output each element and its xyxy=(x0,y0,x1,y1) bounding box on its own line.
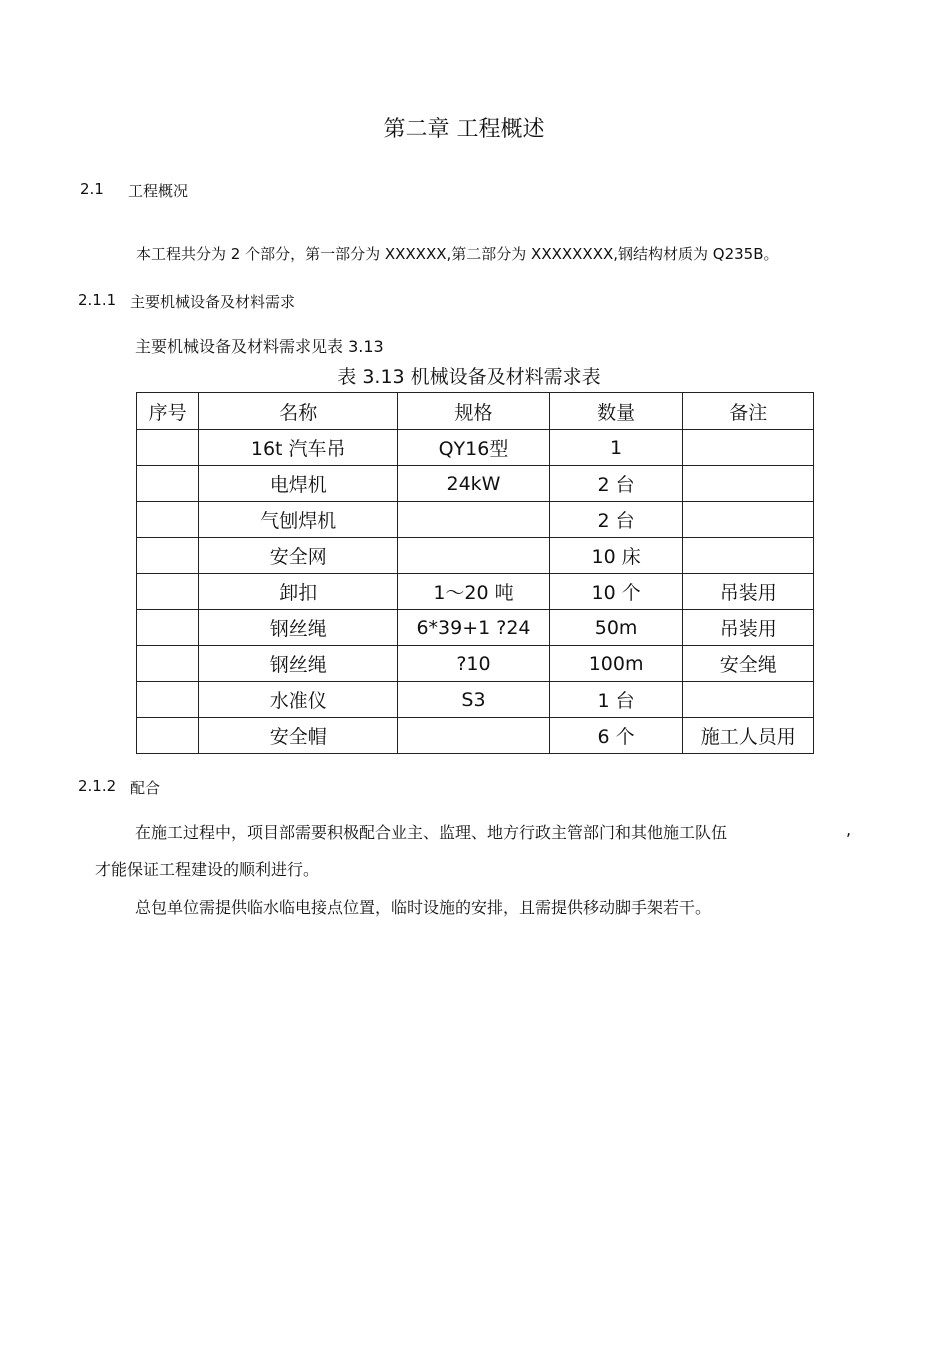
table-cell: QY16型 xyxy=(398,430,550,466)
table-cell: 电焊机 xyxy=(199,466,398,502)
table-cell xyxy=(137,610,199,646)
cooperation-paragraph-line1: 在施工过程中，项目部需要积极配合业主、监理、地方行政主管部门和其他施工队伍 xyxy=(135,823,728,842)
table-cell xyxy=(137,574,199,610)
table-cell xyxy=(398,502,550,538)
section-2-1-number: 2.1 xyxy=(80,180,104,198)
table-cell: 卸扣 xyxy=(199,574,398,610)
section-2-1-1-number: 2.1.1 xyxy=(78,291,117,309)
header-cell: 备注 xyxy=(683,393,814,430)
table-cell xyxy=(398,718,550,754)
header-cell: 序号 xyxy=(137,393,199,430)
table-row xyxy=(137,538,814,574)
table-cell xyxy=(137,466,199,502)
table-cell: 10 个 xyxy=(549,574,683,610)
table-cell: 6 个 xyxy=(549,718,683,754)
table-reference-text: 主要机械设备及材料需求见表 3.13 xyxy=(135,337,384,356)
table-cell: 安全帽 xyxy=(199,718,398,754)
table-cell: 16t 汽车吊 xyxy=(199,430,398,466)
table-cell: 2 台 xyxy=(549,466,683,502)
table-cell: 2 台 xyxy=(549,502,683,538)
header-cell: 名称 xyxy=(199,393,398,430)
table-cell: 1～20 吨 xyxy=(398,574,550,610)
cooperation-paragraph-comma: , xyxy=(846,820,852,839)
table-cell xyxy=(137,430,199,466)
table-cell xyxy=(137,646,199,682)
table-cell xyxy=(683,466,814,502)
table-cell: 10 床 xyxy=(549,538,683,574)
overview-paragraph: 本工程共分为 2 个部分，第一部分为 XXXXXX,第二部分为 XXXXXXXX,钢结构材质为 Q235B。 xyxy=(136,245,779,263)
table-cell: 50m xyxy=(549,610,683,646)
table-cell xyxy=(683,502,814,538)
table-row xyxy=(137,574,814,610)
equipment-table xyxy=(136,392,814,754)
table-cell: 100m xyxy=(549,646,683,682)
section-2-1-title: 工程概况 xyxy=(128,182,189,200)
header-cell: 数量 xyxy=(549,393,683,430)
contractor-paragraph: 总包单位需提供临水临电接点位置，临时设施的安排，且需提供移动脚手架若干。 xyxy=(135,898,712,917)
table-cell: 24kW xyxy=(398,466,550,502)
table-cell: 6*39+1 ?24 xyxy=(398,610,550,646)
table-cell: 安全网 xyxy=(199,538,398,574)
table-cell: ?10 xyxy=(398,646,550,682)
table-cell xyxy=(398,538,550,574)
table-row xyxy=(137,718,814,754)
table-row xyxy=(137,502,814,538)
table-caption: 表 3.13 机械设备及材料需求表 xyxy=(337,366,601,388)
table-cell: 1 台 xyxy=(549,682,683,718)
table-cell: 钢丝绳 xyxy=(199,646,398,682)
table-row xyxy=(137,682,814,718)
table-cell xyxy=(683,682,814,718)
table-cell: 钢丝绳 xyxy=(199,610,398,646)
section-2-1-1-title: 主要机械设备及材料需求 xyxy=(130,293,296,311)
header-cell: 规格 xyxy=(398,393,550,430)
table-header-row xyxy=(137,393,814,430)
section-2-1-2-title: 配合 xyxy=(130,779,161,797)
table-cell xyxy=(137,718,199,754)
table-cell: S3 xyxy=(398,682,550,718)
section-2-1-2-number: 2.1.2 xyxy=(78,777,117,795)
table-cell: 施工人员用 xyxy=(683,718,814,754)
table-cell: 吊装用 xyxy=(683,574,814,610)
table-cell xyxy=(137,682,199,718)
table-cell: 安全绳 xyxy=(683,646,814,682)
table-cell: 1 xyxy=(549,430,683,466)
table-cell: 气刨焊机 xyxy=(199,502,398,538)
table-row xyxy=(137,430,814,466)
cooperation-paragraph-line2: 才能保证工程建设的顺利进行。 xyxy=(95,860,320,879)
table-cell: 吊装用 xyxy=(683,610,814,646)
table-cell xyxy=(137,502,199,538)
chapter-title: 第二章 工程概述 xyxy=(383,117,545,142)
table-cell xyxy=(683,538,814,574)
table-row xyxy=(137,646,814,682)
table-cell: 水准仪 xyxy=(199,682,398,718)
table-cell xyxy=(683,430,814,466)
table-row xyxy=(137,466,814,502)
table-row xyxy=(137,610,814,646)
table-cell xyxy=(137,538,199,574)
